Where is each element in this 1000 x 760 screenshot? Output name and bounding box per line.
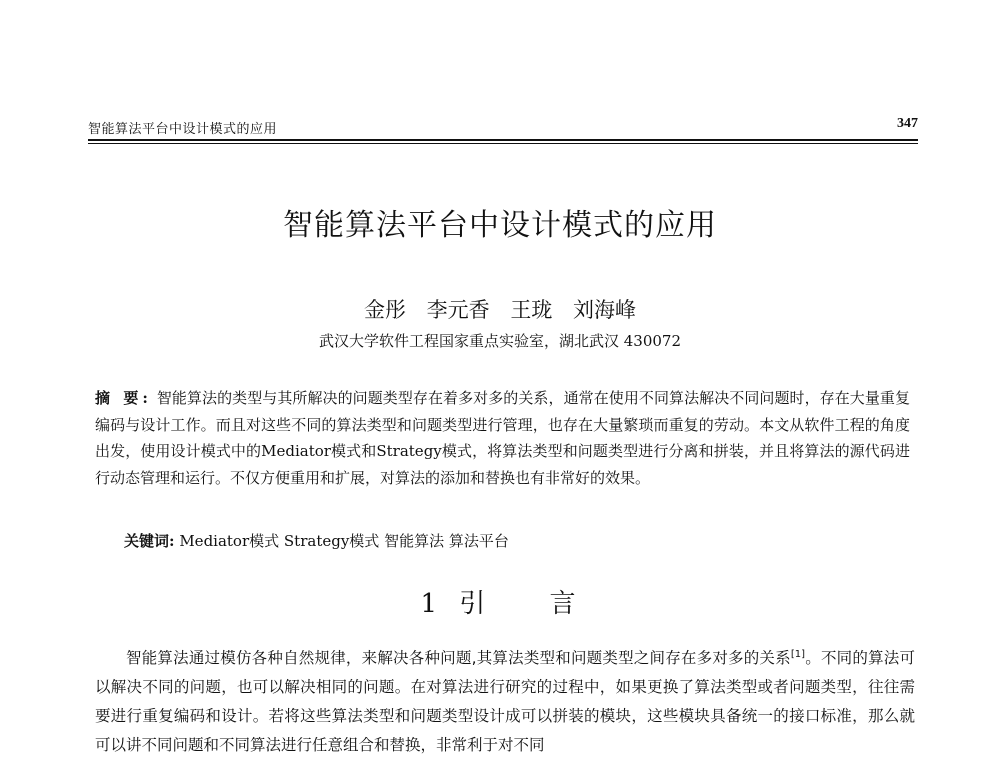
header-rule-thin xyxy=(88,143,918,144)
body-text-start: 智能算法通过模仿各种自然规律，来解决各种问题,其算法类型和问题类型之间存在多对多的关系 xyxy=(126,649,791,668)
author: 李元香 xyxy=(426,298,490,322)
citation: [1] xyxy=(790,649,806,660)
running-head-title: 智能算法平台中设计模式的应用 xyxy=(88,122,278,137)
author: 王珑 xyxy=(510,298,553,322)
section-number: 1 xyxy=(420,589,441,619)
section-heading xyxy=(0,583,1000,620)
page-number: 347 xyxy=(897,116,918,131)
header-rule-thick xyxy=(88,139,918,141)
section-title-part: 引 xyxy=(459,589,490,619)
abstract xyxy=(95,385,910,491)
affiliation: 武汉大学软件工程国家重点实验室，湖北武汉 430072 xyxy=(318,332,682,350)
paper-title: 智能算法平台中设计模式的应用 xyxy=(283,208,717,243)
author: 刘海峰 xyxy=(573,298,637,322)
body-text-rest: 。不同的算法可以解决不同的问题，也可以解决相同的问题。在对算法进行研究的过程中，如果更换了算法类型或者问题类型，往往需要进行重复编码和设计。若将这些算法类型和问题类型设计成可以拼装的模块，这些模块具备统一的接口标准，那么就可以讲不同问题和不同算法进行任意组合和替换，非常利于对不同 xyxy=(95,649,915,755)
body-paragraph xyxy=(95,640,915,760)
running-head xyxy=(88,116,918,138)
keywords-text: Mediator模式 Strategy模式 智能算法 算法平台 xyxy=(179,532,509,550)
author: 金彤 xyxy=(363,298,406,322)
abstract-label: 摘 要: xyxy=(95,389,152,407)
keywords xyxy=(124,530,904,551)
abstract-text: 智能算法的类型与其所解决的问题类型存在着多对多的关系，通常在使用不同算法解决不同问题时，存在大量重复编码与设计工作。而且对这些不同的算法类型和问题类型进行管理，也存在大量繁琐而重复的劳动。本文从软件工程的角度出发，使用设计模式中的Mediator模式和Strategy模式，将算法类型和问题类型进行分离和拼装，并且将算法的源代码进行动态管理和运行。不仅方便重用和扩展，对算法的添加和替换也有非常好的效果。 xyxy=(95,389,910,487)
section-title-part: 言 xyxy=(549,589,580,619)
author-list xyxy=(0,294,1000,324)
keywords-label: 关键词: xyxy=(124,532,175,550)
